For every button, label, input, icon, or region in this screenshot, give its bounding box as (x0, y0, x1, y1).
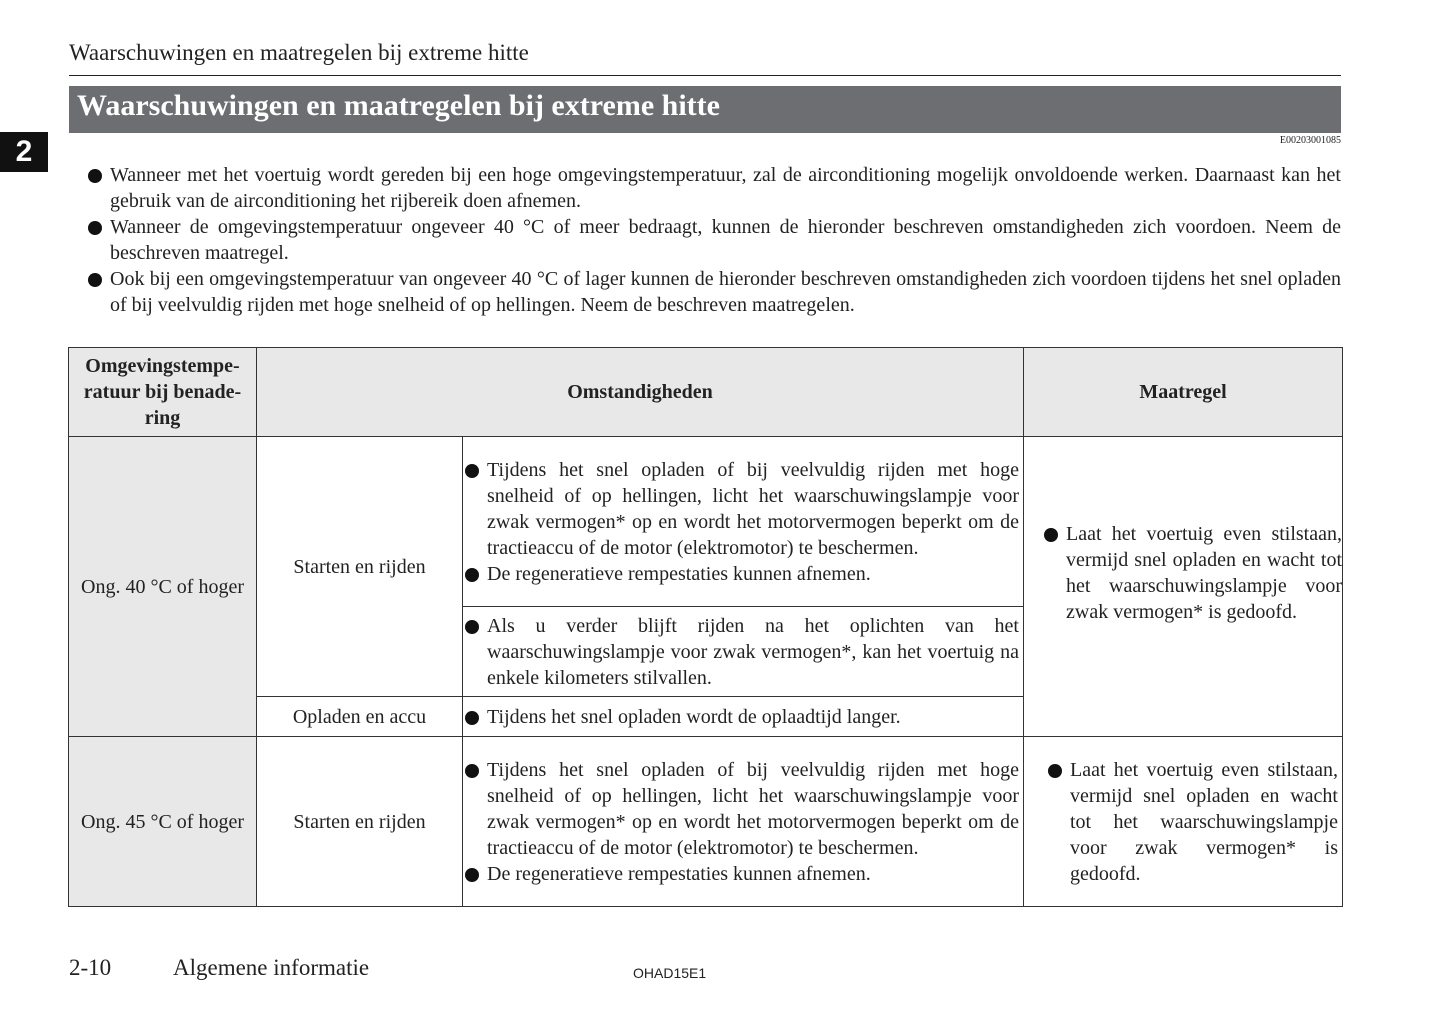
footer-code: OHAD15E1 (633, 965, 707, 981)
situation-cell: Opladen en accu (257, 697, 463, 737)
intro-list (86, 162, 1341, 318)
list-item: Tijdens het snel opladen of bij veelvuldig rijden met hoge snelheid of op hellingen, licht het waarschuwingslampje voor zwak vermogen* op en wordt het motorvermogen beperkt om de tractieaccu of de motor (elektromotor) te beschermen. (463, 457, 1019, 561)
table-header-row (69, 348, 1343, 437)
table-row (69, 437, 1343, 607)
doc-id: E00203001085 (1279, 135, 1341, 146)
header-situations: Omstandigheden (257, 348, 1024, 437)
heat-table (68, 347, 1343, 907)
list-item: Tijdens het snel opladen wordt de oplaadtijd langer. (463, 704, 1019, 730)
section-title: Waarschuwingen en maatregelen bij extreme hitte (69, 86, 1341, 133)
chapter-tab: 2 (0, 132, 48, 172)
measure-item: Laat het voertuig even stilstaan, vermijd snel opladen en wacht tot het waarschuwingslampje voor zwak vermogen* is gedoofd. (1046, 757, 1338, 887)
header-rule (69, 75, 1341, 76)
measure-item: Laat het voertuig even stilstaan, vermijd snel opladen en wacht tot het waarschuwingslampje voor zwak vermogen* is gedoofd. (1042, 521, 1342, 625)
list-item: Tijdens het snel opladen of bij veelvuldig rijden met hoge snelheid of op hellingen, licht het waarschuwingslampje voor zwak vermogen* op en wordt het motorvermogen beperkt om de tractieaccu of de motor (elektromotor) te beschermen. (463, 757, 1019, 861)
intro-item: Wanneer met het voertuig wordt gereden bij een hoge omgevingstemperatuur, zal de airconditioning mogelijk onvoldoende werken. Daarnaast kan het gebruik van de airconditioning het rijbereik doen afnemen. (86, 162, 1341, 214)
temp-cell: Ong. 40 °C of hoger (69, 437, 257, 737)
situation-cell: Starten en rijden (257, 737, 463, 907)
page-number: 2-10 (69, 955, 112, 980)
header-measure: Maatregel (1024, 348, 1343, 437)
intro-item: Ook bij een omgevingstemperatuur van ongeveer 40 °C of lager kunnen de hieronder beschreven omstandigheden zich voordoen tijdens het snel opladen of bij veelvuldig rijden met hoge snelheid of op hellingen. Neem de beschreven maatregelen. (86, 266, 1341, 318)
situation-cell: Starten en rijden (257, 437, 463, 697)
list-item: Als u verder blijft rijden na het oplichten van het waarschuwingslampje voor zwak vermogen*, kan het voertuig na enkele kilometers stilvallen. (463, 613, 1019, 691)
temp-cell: Ong. 45 °C of hoger (69, 737, 257, 907)
list-item: De regeneratieve rempestaties kunnen afnemen. (463, 561, 1019, 587)
running-header: Waarschuwingen en maatregelen bij extreme hitte (69, 40, 529, 65)
intro-item: Wanneer de omgevingstemperatuur ongeveer 40 °C of meer bedraagt, kunnen de hieronder beschreven omstandigheden zich voordoen. Neem de beschreven maatregel. (86, 214, 1341, 266)
list-item: De regeneratieve rempestaties kunnen afnemen. (463, 861, 1019, 887)
table-row (69, 737, 1343, 907)
footer-section: Algemene informatie (173, 955, 370, 980)
header-temp: Omgevingstempe-ratuur bij benade-ring (69, 348, 257, 437)
